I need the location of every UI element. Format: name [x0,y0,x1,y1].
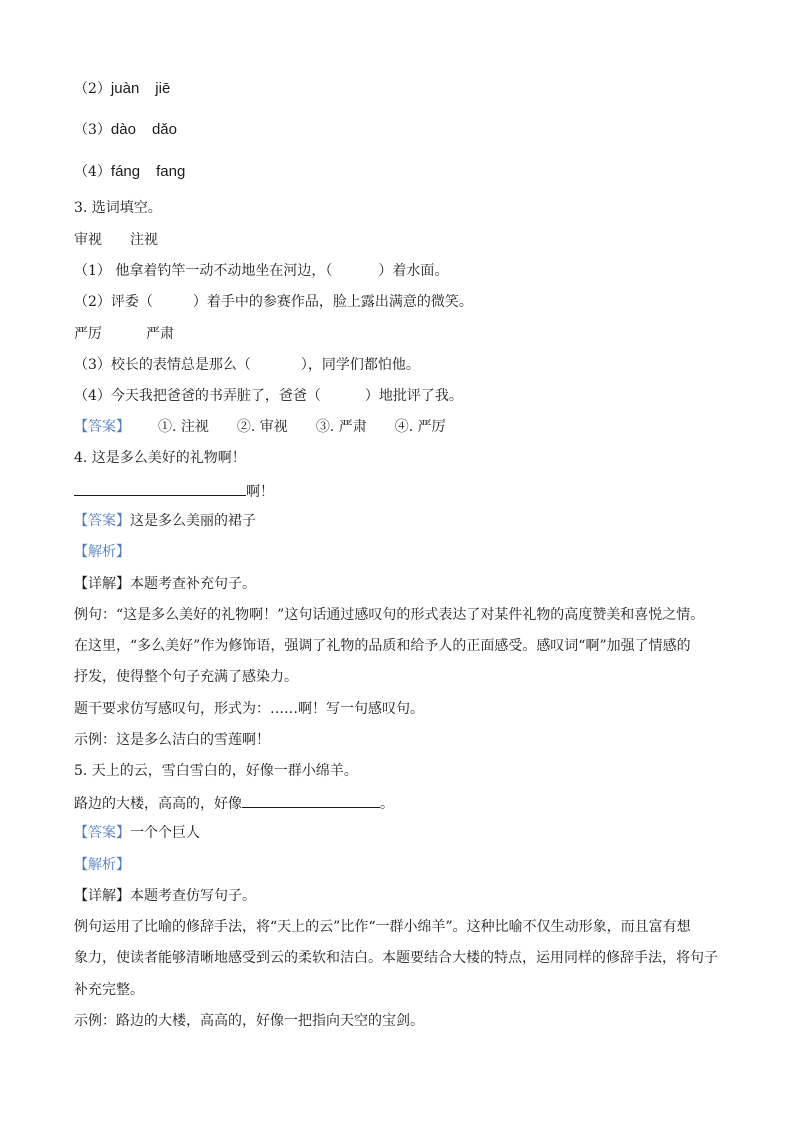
pinyin-b: dǎo [151,121,177,138]
sentence-text: ）着手中的参赛作品，脸上露出满意的微笑。 [192,294,473,310]
analysis-tag: 【解析】 [74,857,130,873]
detail-tag: 【详解】 [74,576,130,592]
answer-blank [74,480,246,496]
pinyin-a: dào [110,121,136,138]
q4-answer [74,511,256,531]
q3-word-group-1 [74,230,158,250]
q3-sentence-3 [74,355,420,375]
q5-paragraph: 补充完整。 [74,982,144,998]
detail-tag: 【详解】 [74,888,130,904]
q5-example: 示例：路边的大楼，高高的，好像一把指向天空的宝剑。 [74,1013,424,1029]
q2-item-2 [74,79,170,99]
sentence-text: （2）评委（ [74,294,153,310]
q4-paragraph: 题干要求仿写感叹句，形式为：……啊！写一句感叹句。 [74,701,424,717]
answer-tag: 【答案】 [74,825,130,841]
q5-fill-line [74,792,394,814]
q3-word-group-2 [74,324,174,344]
answer-item: ③. 严肃 [315,419,367,435]
q3-sentence-4 [74,386,463,406]
q4-example: 示例：这是多么洁白的雪莲啊！ [74,732,270,748]
sentence-text: （3）校长的表情总是那么（ [74,357,251,373]
q5-answer [74,823,200,843]
q5-detail [74,886,256,906]
q3-title: 3. 选词填空。 [74,200,162,216]
q5-paragraph: 象力，使读者能够清晰地感受到云的柔软和洁白。本题要结合大楼的特点，运用同样的修辞手法，将句子 [74,950,718,966]
q2-item-number: （3） [74,122,111,138]
q3-sentence-1 [74,261,448,281]
q2-item-3 [74,120,177,140]
word-option: 严肃 [146,326,174,342]
q2-item-number: （2） [74,81,111,97]
answer-tag: 【答案】 [74,513,130,529]
sentence-text: ）地批评了我。 [364,388,463,404]
answer-text: 一个个巨人 [130,825,200,841]
answer-item: ②. 审视 [236,419,288,435]
q4-paragraph: 抒发，使得整个句子充满了感染力。 [74,669,298,685]
answer-tag: 【答案】 [74,419,130,435]
q2-item-4 [74,162,185,182]
answer-text: 这是多么美丽的裙子 [130,513,256,529]
q3-sentence-2 [74,292,473,312]
q3-answer [74,417,446,437]
word-option: 审视 [74,232,102,248]
pinyin-b: fang [156,163,186,180]
prompt-text: 路边的大楼，高高的，好像 [74,796,242,812]
word-option: 注视 [130,232,158,248]
sentence-text: （4）今天我把爸爸的书弄脏了，爸爸（ [74,388,321,404]
sentence-text: ），同学们都怕他。 [300,357,420,373]
sentence-text: （1） 他拿着钓竿一动不动地坐在河边，（ [74,263,333,279]
sentence-text: ）着水面。 [378,263,449,279]
answer-blank [242,792,380,808]
pinyin-a: fáng [110,163,141,180]
detail-text: 本题考查仿写句子。 [130,888,256,904]
q4-title: 4. 这是多么美好的礼物啊！ [74,450,246,466]
q5-analysis-tag [74,855,130,875]
q5-title: 5. 天上的云，雪白雪白的，好像一群小绵羊。 [74,763,358,779]
q4-paragraph: 在这里，“多么美好”作为修饰语，强调了礼物的品质和给予人的正面感受。感叹词“啊”加强了情感的 [74,638,691,654]
pinyin-a: juàn [110,80,140,97]
q2-item-number: （4） [74,164,111,180]
blank-suffix: 啊！ [246,484,274,500]
word-option: 严厉 [74,326,102,342]
q4-paragraph: 例句：“这是多么美好的礼物啊！”这句话通过感叹句的形式表达了对某件礼物的高度赞美和喜悦之情。 [74,607,705,623]
q4-detail [74,574,256,594]
answer-item: ④. 严厉 [394,419,446,435]
prompt-end: 。 [380,796,394,812]
answer-item: ①. 注视 [158,419,209,435]
detail-text: 本题考查补充句子。 [130,576,256,592]
q5-paragraph: 例句运用了比喻的修辞手法，将“天上的云”比作“一群小绵羊”。这种比喻不仅生动形象，而且富有想 [74,919,691,935]
pinyin-b: jiē [155,80,171,97]
q4-fill-line [74,480,274,502]
analysis-tag: 【解析】 [74,544,130,560]
q4-analysis-tag [74,542,130,562]
